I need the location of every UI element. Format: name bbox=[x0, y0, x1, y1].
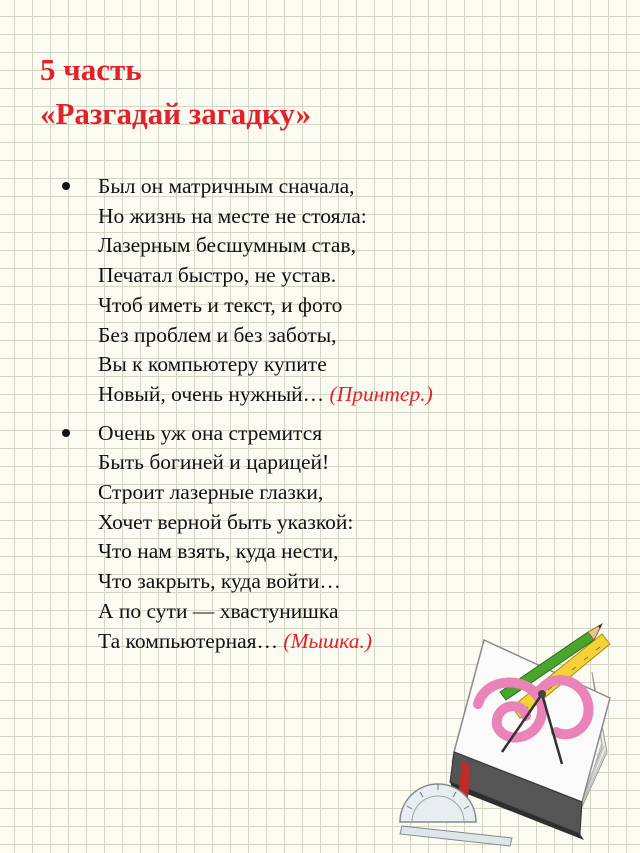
riddle-line: Строит лазерные глазки, bbox=[98, 480, 324, 505]
book-with-school-supplies-icon bbox=[392, 612, 632, 847]
riddle-line: Быть богиней и царицей! bbox=[98, 450, 330, 475]
bullet-icon bbox=[62, 429, 70, 437]
riddle-line: Что закрыть, куда войти… bbox=[98, 569, 341, 594]
riddle-line: Но жизнь на месте не стояла: bbox=[98, 203, 367, 228]
riddle-printer bbox=[60, 172, 580, 410]
slide-title bbox=[40, 48, 311, 136]
riddle-list bbox=[60, 172, 580, 665]
riddle-line: Чтоб иметь и текст, и фото bbox=[98, 292, 343, 317]
riddle-line: А по сути — хвастунишка bbox=[98, 598, 339, 623]
riddle-line: Вы к компьютеру купите bbox=[98, 352, 327, 377]
bullet-icon bbox=[62, 182, 70, 190]
title-line-2: «Разгадай загадку» bbox=[40, 96, 312, 131]
riddle-line: Был он матричным сначала, bbox=[98, 174, 355, 198]
riddle-line-last bbox=[98, 380, 580, 410]
riddle-line: Очень уж она стремится bbox=[98, 420, 323, 445]
riddle-line: Без проблем и без заботы, bbox=[98, 322, 337, 347]
riddle-line-text: Новый, очень нужный… bbox=[98, 381, 325, 406]
title-line-1: 5 часть bbox=[40, 52, 142, 87]
riddle-answer: (Принтер.) bbox=[329, 381, 433, 406]
riddle-line: Хочет верной быть указкой: bbox=[98, 509, 354, 534]
riddle-line-text: Та компьютерная… bbox=[98, 628, 279, 653]
riddle-line: Печатал быстро, не устав. bbox=[98, 263, 337, 288]
riddle-line: Что нам взять, куда нести, bbox=[98, 539, 339, 564]
riddle-line: Лазерным бесшумным став, bbox=[98, 233, 356, 258]
riddle-answer: (Мышка.) bbox=[283, 628, 373, 653]
